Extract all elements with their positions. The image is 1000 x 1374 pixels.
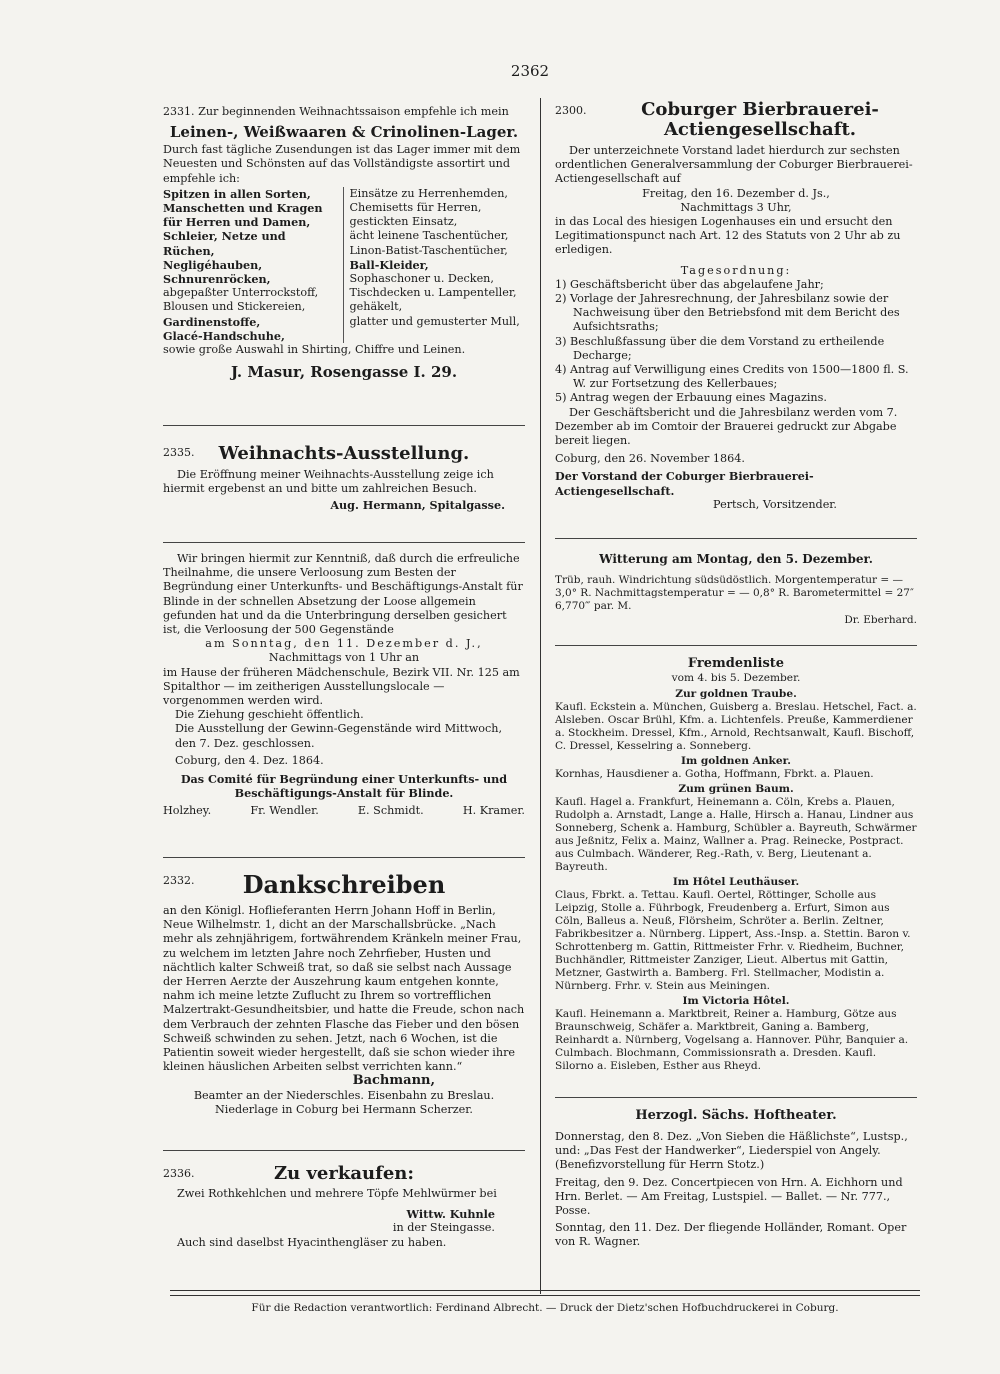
weather-report	[555, 552, 917, 627]
weather-body: Trüb, rauh. Windrichtung südsüdöstlich. Morgentemperatur = — 3,0° R. Nachmittagstemperatur = — 0,8° R. Barometermittel = 27″ 6,770‴ par. M.	[555, 574, 914, 613]
theatre-program	[555, 1108, 917, 1250]
list-item: abgepaßter Unterrockstoff,	[163, 286, 319, 300]
item-list-right	[344, 187, 526, 343]
list-item: Ball-Kleider,	[349, 257, 429, 272]
notice-date: am Sonntag, den 11. Dezember d. J.,	[205, 637, 483, 651]
hotel-guests: Claus, Fbrkt. a. Tettau. Kaufl. Oertel, Röttinger, Scholle aus Leipzig, Stolle a. Führbogk, Freudenberg a. Erfurt, Simon aus Cöln, Balleus a. Neuß, Flörsheim, Schröter a. Berlin. Zeltner, Fabrikbesitzer a. Nürnberg. Lippert, Ass.-Insp. a. Stettin. Baron v. Schrottenberg m. Gattin, Rittmeister Frhr. v. Riedheim, Buchner, Buchhändler, Rittmeister Zanziger, Lieut. Albertus mit Gattin, Metzner, Gastwirth a. Bamberg. Frl. Stellmacher, Modistin a. Nürnberg. Frhr. v. Stein aus Meiningen.	[555, 889, 911, 992]
meeting-time: Nachmittags 3 Uhr,	[680, 200, 792, 214]
list-item: Gardinenstoffe,	[163, 314, 261, 329]
ad-number: 2332.	[163, 874, 195, 887]
theatre-entry: Donnerstag, den 8. Dez. „Von Sieben die Häßlichste“, Lustsp., und: „Das Fest der Handwerker“, Liederspiel von Angely. (Benefizvorstellung für Herrn Stotz.)	[555, 1130, 908, 1172]
list-item: Linon-Batist-Taschentücher,	[349, 243, 508, 257]
notice-dateline: Coburg, den 4. Dez. 1864.	[175, 753, 324, 767]
ad-note: Der Geschäftsbericht und die Jahresbilanz werden vom 7. Dezember ab im Comtoir der Brauerei gedruckt zur Abgabe bereit liegen.	[555, 405, 898, 448]
ad-number: 2335.	[163, 446, 195, 459]
bottom-rule	[170, 1290, 920, 1296]
separator	[163, 425, 525, 426]
agenda-item: 4) Antrag auf Verwilligung eines Credits von 1500—1800 fl. S. W. zur Fortsetzung des Kellerbaues;	[555, 363, 909, 391]
ad-2335	[163, 442, 525, 513]
ad-signature: Aug. Hermann, Spitalgasse.	[330, 498, 505, 513]
ad-2300	[555, 100, 917, 512]
ad-body: an den Königl. Hoflieferanten Herrn Johann Hoff in Berlin, Neue Wilhelmstr. 1, dicht an der Marschallsbrücke. „Nach mehr als zehnjährigem, fortwährendem Kränkeln meiner Frau, zu welchem im letzten Jahre noch Zehrfieber, Husten und nächtlich kalter Schweiß trat, so daß sie selbst nach Aussage der Herren Aerzte der Auszehrung kaum entgehen konnte, nahm ich meine letzte Zuflucht zu Ihrem so vortrefflichen Malzertrakt-Gesundheitsbier, und hatte die Freude, schon nach dem Verbrauch der zehnten Flasche das Fieber und den bösen Schweiß schwinden zu sehen. Jetzt, nach 6 Wochen, ist die Patientin soweit wieder hergestellt, daß sie schon wieder ihre kleinen häuslichen Arbeiten selbst verrichten kann.“	[163, 904, 525, 1074]
committee-names	[163, 804, 525, 818]
separator	[555, 1097, 917, 1098]
list-item: Glacé-Handschuhe,	[163, 328, 285, 343]
hotel-name: Im Hôtel Leuthäuser.	[672, 876, 800, 888]
ad-heading: Zu verkaufen:	[273, 1163, 415, 1184]
list-item: ächt leinene Taschentücher,	[349, 229, 509, 243]
guest-list	[555, 656, 917, 1073]
ad-number: 2300.	[555, 104, 587, 117]
list-item: Chemisetts für Herren,	[349, 201, 482, 215]
ad-seller: Wittw. Kuhnle	[406, 1207, 495, 1222]
ad-seller-address: in der Steingasse.	[392, 1221, 495, 1235]
agenda-item: 1) Geschäftsbericht über das abgelaufene Jahr;	[555, 277, 824, 291]
separator	[163, 1150, 525, 1151]
ad-signer: Bachmann,	[352, 1073, 435, 1089]
ad-closing: Auch sind daselbst Hyacinthengläser zu haben.	[177, 1235, 447, 1249]
ad-heading: Dankschreiben	[242, 870, 446, 899]
ad-body: Der unterzeichnete Vorstand ladet hierdurch zur sechsten ordentlichen Generalversammlung der Coburger Bierbrauerei-Actiengesellschaft auf	[555, 144, 913, 186]
hotel-guests: Kaufl. Eckstein a. München, Guisberg a. Breslau. Hetschel, Fact. a. Alsleben. Oscar Brühl, Kfm. a. Lichtenfels. Preuße, Kammerdiener a. Stockheim. Dressel, Kfm., Arnold, Rechtsanwalt, Kaufl. Bischoff, C. Dressel, Kesselring a. Sonneberg.	[555, 701, 917, 752]
theatre-heading: Herzogl. Sächs. Hoftheater.	[635, 1108, 837, 1123]
ad-depot: Niederlage in Coburg bei Hermann Scherzer.	[215, 1102, 473, 1116]
ad-body-2: in das Local des hiesigen Logenhauses ein und ersucht den Legitimationspunct nach Art. 12 des Statuts von 2 Uhr ab zu erledigen.	[555, 215, 901, 257]
notice-public: Die Ziehung geschieht öffentlich.	[175, 708, 364, 722]
meeting-date: Freitag, den 16. Dezember d. Js.,	[642, 186, 830, 200]
agenda-list	[555, 278, 917, 406]
hotel-name: Zum grünen Baum.	[678, 783, 794, 795]
committee-name: H. Kramer.	[462, 804, 525, 818]
ad-body: Die Eröffnung meiner Weihnachts-Ausstellung zeige ich hiermit ergebenst an und bitte um zahlreichen Besuch.	[163, 468, 494, 496]
notice-body: Wir bringen hiermit zur Kenntniß, daß durch die erfreuliche Theilnahme, die unsere Verloosung zum Besten der Begründung einer Unterkunfts- und Beschäftigungs-Anstalt für Blinde in der schnellen Absetzung der Loose allgemein gefunden hat und da die Unterbringung derselben gesichert ist, die Verloosung der 500 Gegenstände	[163, 552, 523, 637]
imprint: Für die Redaction verantwortlich: Ferdinand Albrecht. — Druck der Dietz'schen Hofbuchdruckerei in Coburg.	[251, 1302, 839, 1314]
list-item: Schnurenröcken,	[163, 272, 271, 287]
item-list-left	[163, 187, 344, 343]
list-item: Spitzen in allen Sorten,	[163, 186, 311, 201]
weather-heading: Witterung am Montag, den 5. Dezember.	[599, 552, 873, 566]
page-number: 2362	[510, 62, 550, 80]
ad-chair: Pertsch, Vorsitzender.	[713, 497, 837, 511]
ad-signature: J. Masur, Rosengasse I. 29.	[230, 363, 458, 382]
committee-name: Holzhey.	[163, 804, 212, 818]
ad-2331	[163, 105, 525, 381]
ad-board: Der Vorstand der Coburger Bierbrauerei-Actiengesellschaft.	[555, 469, 814, 498]
ad-body: Zwei Rothkehlchen und mehrere Töpfe Mehlwürmer bei	[177, 1187, 497, 1200]
notice-time: Nachmittags von 1 Uhr an	[268, 651, 420, 665]
ad-heading: Coburger Bierbrauerei-Actiengesellschaft.	[641, 99, 879, 140]
weather-signature: Dr. Eberhard.	[844, 614, 917, 627]
separator	[555, 645, 917, 646]
list-item: Negligéhauben,	[163, 257, 263, 272]
list-item: Sophaschoner u. Decken, Tischdecken u. Lampenteller, gehäkelt,	[349, 272, 517, 314]
list-item: glatter und gemusterter Mull,	[349, 314, 520, 328]
ad-heading: Weihnachts-Ausstellung.	[218, 443, 470, 464]
agenda-item: 5) Antrag wegen der Erbauung eines Magazins.	[555, 391, 827, 405]
hotel-name: Im Victoria Hôtel.	[682, 995, 790, 1007]
notice-committee: Das Comité für Begründung einer Unterkunfts- und Beschäftigungs-Anstalt für Blinde.	[180, 772, 508, 801]
ad-2336	[163, 1163, 525, 1250]
guest-list-date: vom 4. bis 5. Dezember.	[671, 672, 801, 684]
agenda-title: Tagesordnung:	[680, 263, 792, 277]
separator	[163, 857, 525, 858]
hotel-name: Im goldnen Anker.	[681, 755, 791, 767]
list-item: Blousen und Stickereien,	[163, 300, 306, 314]
list-item: gestickten Einsatz,	[349, 215, 458, 229]
agenda-item: 3) Beschlußfassung über die dem Vorstand zu ertheilende Decharge;	[555, 334, 885, 362]
notice-exhibit: Die Ausstellung der Gewinn-Gegenstände wird Mittwoch, den 7. Dez. geschlossen.	[175, 722, 503, 750]
guest-list-heading: Fremdenliste	[687, 656, 785, 671]
hotel-name: Zur goldnen Traube.	[675, 688, 797, 700]
ad-intro: Zur beginnenden Weihnachtssaison empfehle ich mein	[198, 105, 509, 118]
list-item: Manschetten und Kragen für Herren und Damen,	[163, 201, 323, 230]
theatre-entry: Sonntag, den 11. Dez. Der fliegende Holländer, Romant. Oper von R. Wagner.	[555, 1221, 907, 1249]
list-item: Schleier, Netze und Rüchen,	[163, 229, 286, 258]
list-item: Einsätze zu Herrenhemden,	[349, 186, 508, 200]
committee-name: Fr. Wendler.	[250, 804, 319, 818]
ad-heading: Leinen-, Weißwaaren & Crinolinen-Lager.	[169, 123, 519, 142]
ad-dateline: Coburg, den 26. November 1864.	[555, 452, 745, 466]
committee-name: E. Schmidt.	[357, 804, 424, 818]
separator	[163, 542, 525, 543]
hotel-guests: Kornhas, Hausdiener a. Gotha, Hoffmann, Fbrkt. a. Plauen.	[555, 768, 874, 780]
hotel-guests: Kaufl. Hagel a. Frankfurt, Heinemann a. Cöln, Krebs a. Plauen, Rudolph a. Arnstadt, Lange a. Halle, Hirsch a. Hanau, Lindner aus Sonneberg, Schenk a. Hamburg, Schübler a. Bayreuth, Schwärmer aus Jeßnitz, Felix a. Mainz, Wallner a. Prag. Reinecke, Postpract. aus Culmbach. Wänderer, Reg.-Rath, v. Berg, Lieutenant a. Bayreuth.	[555, 796, 917, 873]
notice-place: im Hause der früheren Mädchenschule, Bezirk VII. Nr. 125 am Spitalthor — im zeitherigen Ausstellungslocale — vorgenommen werden wird.	[163, 665, 520, 708]
item-list	[163, 187, 525, 343]
ad-signer-title: Beamter an der Niederschles. Eisenbahn zu Breslau.	[193, 1088, 495, 1102]
ad-body: Durch fast tägliche Zusendungen ist das Lager immer mit dem Neuesten und Schönsten auf das Vollständigste assortirt und empfehle ich:	[163, 143, 521, 185]
column-divider	[540, 98, 541, 1294]
separator	[555, 538, 917, 539]
theatre-entry: Freitag, den 9. Dez. Concertpiecen von Hrn. A. Eichhorn und Hrn. Berlet. — Am Freitag, Lustspiel. — Ballet. — Nr. 777., Posse.	[555, 1175, 903, 1218]
ad-number: 2331.	[163, 105, 195, 118]
hotel-guests: Kaufl. Heinemann a. Marktbreit, Reiner a. Hamburg, Götze aus Braunschweig, Schäfer a. Marktbreit, Ganing a. Bamberg, Reinhardt a. Nürnberg, Vogelsang a. Hannover. Pühr, Banquier a. Culmbach. Blochmann, Commissionsrath a. Dresden. Kaufl. Silorno a. Eisleben, Esther aus Rheyd.	[555, 1008, 909, 1072]
ad-2332	[163, 870, 525, 1117]
ad-number: 2336.	[163, 1167, 195, 1180]
ad-closing: sowie große Auswahl in Shirting, Chiffre und Leinen.	[163, 343, 466, 357]
agenda-item: 2) Vorlage der Jahresrechnung, der Jahresbilanz sowie der Nachweisung über den Betriebsfond mit dem Bericht des Aufsichtsraths;	[555, 292, 900, 334]
lottery-notice	[163, 552, 525, 819]
